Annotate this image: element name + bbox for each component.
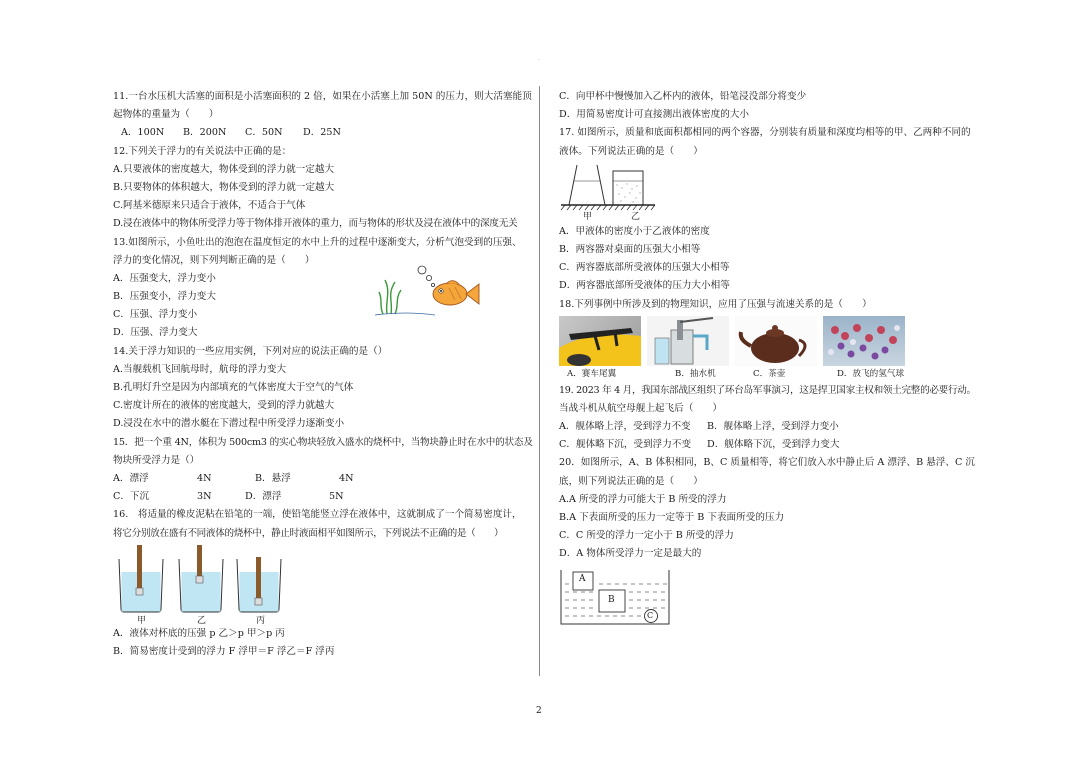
beaker-bing [237,557,281,612]
q19-options-cd [559,436,969,454]
q15-option-c-state: C．下沉 [113,491,150,503]
q16-line2: 将它分别放在盛有不同液体的烧杯中，静止时液面相平如图所示，下列说法不正确的是（ ） [113,527,504,539]
q14-option-c: C.密度计所在的液体的密度越大，受到的浮力就越大 [113,400,335,412]
q19-option-a: A．舰体略上浮，受到浮力不变 [559,421,691,433]
q16-option-a: A．液体对杯底的压强 p 乙＞p 甲＞p 丙 [113,627,285,639]
q17-option-d: D．两容器底部所受液体的压力大小相等 [559,280,730,292]
q16-option-b: B．简易密度计受到的浮力 F 浮甲＝F 浮乙＝F 浮丙 [113,645,335,657]
q18-caption-d: D．放飞的氢气球 [837,368,905,379]
q18-caption-b: B．抽水机 [675,368,716,379]
q13-options-block [113,270,523,343]
q17-option-b: B．两容器对桌面的压强大小相等 [559,243,701,255]
beaker-yi [179,545,223,612]
beaker-label-yi: 乙 [197,615,207,626]
q15-option-c-force: 3N [197,491,212,503]
q15-options-cd [113,488,523,506]
q20-line1: 20．如图所示，A、B 体积相同，B、C 质量相等，将它们放入水中静止后 A 漂浮、B 悬浮、C 沉 [559,457,975,469]
q15-option-a-state: A．漂浮 [113,472,149,484]
q15-options-ab [113,470,523,488]
q20-option-a: A.A 所受的浮力可能大于 B 所受的浮力 [559,493,727,505]
q19-options-ab [559,418,969,436]
water-pump-photo [647,316,729,366]
q13-line1: 13.如图所示，小鱼吐出的泡泡在温度恒定的水中上升的过程中逐渐变大，分析气泡受到的压强、 [113,236,522,248]
q17-line2: 液体。下列说法正确的是（ ） [559,145,703,157]
q11-option-c: C．50N [245,127,283,139]
q15-line1: 15．把一个重 4N，体积为 500cm3 的实心物块轻放入盛水的烧杯中，当物块静止时在水中的状态及 [113,436,533,448]
q15-option-d-force: 5N [329,491,344,503]
q17-figure [559,161,969,223]
q19-line2: 当战斗机从航空母舰上起飞后（ ） [559,402,723,414]
q16-option-d: D．用简易密度计可直接测出液体密度的大小 [559,109,749,121]
q15-option-d-state: D．漂浮 [245,491,282,503]
q15-option-b-state: B．悬浮 [255,472,291,484]
q13-option-a: A．压强变大，浮力变小 [113,272,216,284]
beaker-label-bing: 丙 [256,615,266,626]
bubbles [418,266,435,287]
q11-option-a: A．100N [121,127,165,139]
q19-option-b: B．舰体略上浮，受到浮力变小 [707,421,839,433]
q12-option-d: D.浸在液体中的物体所受浮力等于物体排开液体的重力，而与物体的形状及浸在液体中的深度无关 [113,218,518,230]
container-label-jia: 甲 [583,211,593,222]
water-line [375,313,435,315]
q19-option-d: D．舰体略下沉，受到浮力变大 [707,439,840,451]
q13-option-d: D．压强、浮力变大 [113,327,198,339]
q14-stem: 14.关于浮力知识的一些应用实例，下列对应的说法正确的是（） [113,345,388,357]
q17-line1: 17. 如图所示，质量和底面积都相同的两个容器，分别装有质量和深度均相等的甲、乙两种不同的 [559,127,971,139]
beaker-jia [119,545,163,612]
q12-option-b: B.只要物体的体积越大，物体受到的浮力就一定越大 [113,181,335,193]
q12-option-c: C.阿基米德原来只适合于液体，不适合于气体 [113,200,306,212]
fish-bubbles-figure [375,262,485,320]
q14-option-a: A.当舰载机飞回航母时，航母的浮力变大 [113,363,287,375]
q16-option-c: C．向甲杯中慢慢加入乙杯内的液体，铅笔浸没部分将变少 [559,91,807,102]
beaker-label-jia: 甲 [137,615,147,626]
q20-figure [559,566,969,632]
q13-line2: 浮力的变化情况，则下列判断正确的是（ ） [113,254,315,266]
seaweed [379,280,401,314]
q11-line1: 11.一台水压机大活塞的面积是小活塞面积的 2 倍，如果在小活塞上加 50N 的压力，则大活塞能顶 [113,91,532,102]
block-a-label: A [579,573,586,584]
q20-option-c: C．C 所受的浮力一定小于 B 所受的浮力 [559,530,734,542]
beakers-figure [113,545,303,615]
right-column [559,88,976,632]
q19-line1: 19. 2023 年 4 月，我国东部战区组织了环台岛军事演习，这是捍卫国家主权和领土完整的必要行动。 [559,384,976,396]
q18-stem: 18.下列事例中所涉及到的物理知识，应用了压强与流速关系的是（ ） [559,298,872,310]
q13-option-b: B．压强变小，浮力变大 [113,291,216,303]
container-label-yi: 乙 [631,211,641,222]
q19-option-c: C．舰体略下沉，受到浮力不变 [559,439,692,451]
q13-option-c: C．压强、浮力变小 [113,309,198,321]
q20-option-d: D．A 物体所受浮力一定是最大的 [559,548,702,560]
balloons-photo [823,316,905,366]
q20-line2: 底，则下列说法正确的是（ ） [559,475,703,487]
q20-option-b: B.A 下表面所受的压力一定等于 B 下表面所受的压力 [559,512,785,523]
q17-option-c: C．两容器底部所受液体的压强大小相等 [559,262,730,274]
q11-options [113,124,523,142]
q15-line2: 物块所受浮力是（） [113,454,200,466]
containers-figure [559,163,669,213]
q12-stem: 12.下列关于浮力的有关说法中正确的是： [113,145,292,157]
left-column [113,88,533,661]
q15-option-b-force: 4N [339,472,354,484]
q11-line2: 起物体的重量为（ ） [113,109,219,121]
page-number: 2 [536,706,542,716]
fish [433,281,479,305]
q14-option-b: B.孔明灯升空是因为内部填充的气体密度大于空气的气体 [113,382,354,393]
q11-option-b: B．200N [183,127,227,139]
block-b-label: B [608,594,615,605]
q17-option-a: A．甲液体的密度小于乙液体的密度 [559,225,710,237]
q16-figure [113,543,523,625]
q15-option-a-force: 4N [197,472,212,484]
q12-option-a: A.只要液体的密度越大，物体受到的浮力就一定越大 [113,163,335,175]
column-divider [539,86,540,676]
q11-option-d: D．25N [303,127,341,139]
race-car-wing-photo [559,316,641,366]
teapot-photo [735,316,817,366]
top-dot: · [538,57,540,64]
q18-caption-a: A．赛车尾翼 [567,368,617,379]
q18-photos [559,316,969,366]
q18-captions [559,366,969,382]
ball-c-label: C [647,610,654,620]
q16-line1: 16. 将适量的橡皮泥粘在铅笔的一端，使铅笔能竖立浮在液体中，这就制成了一个简易密度计， [113,509,522,521]
water-tank-figure [559,566,675,628]
q18-caption-c: C．茶壶 [753,368,786,379]
container-jia [569,165,605,205]
container-yi [613,171,643,205]
q14-option-d: D.浸没在水中的潜水艇在下潜过程中所受浮力逐渐变小 [113,418,345,430]
